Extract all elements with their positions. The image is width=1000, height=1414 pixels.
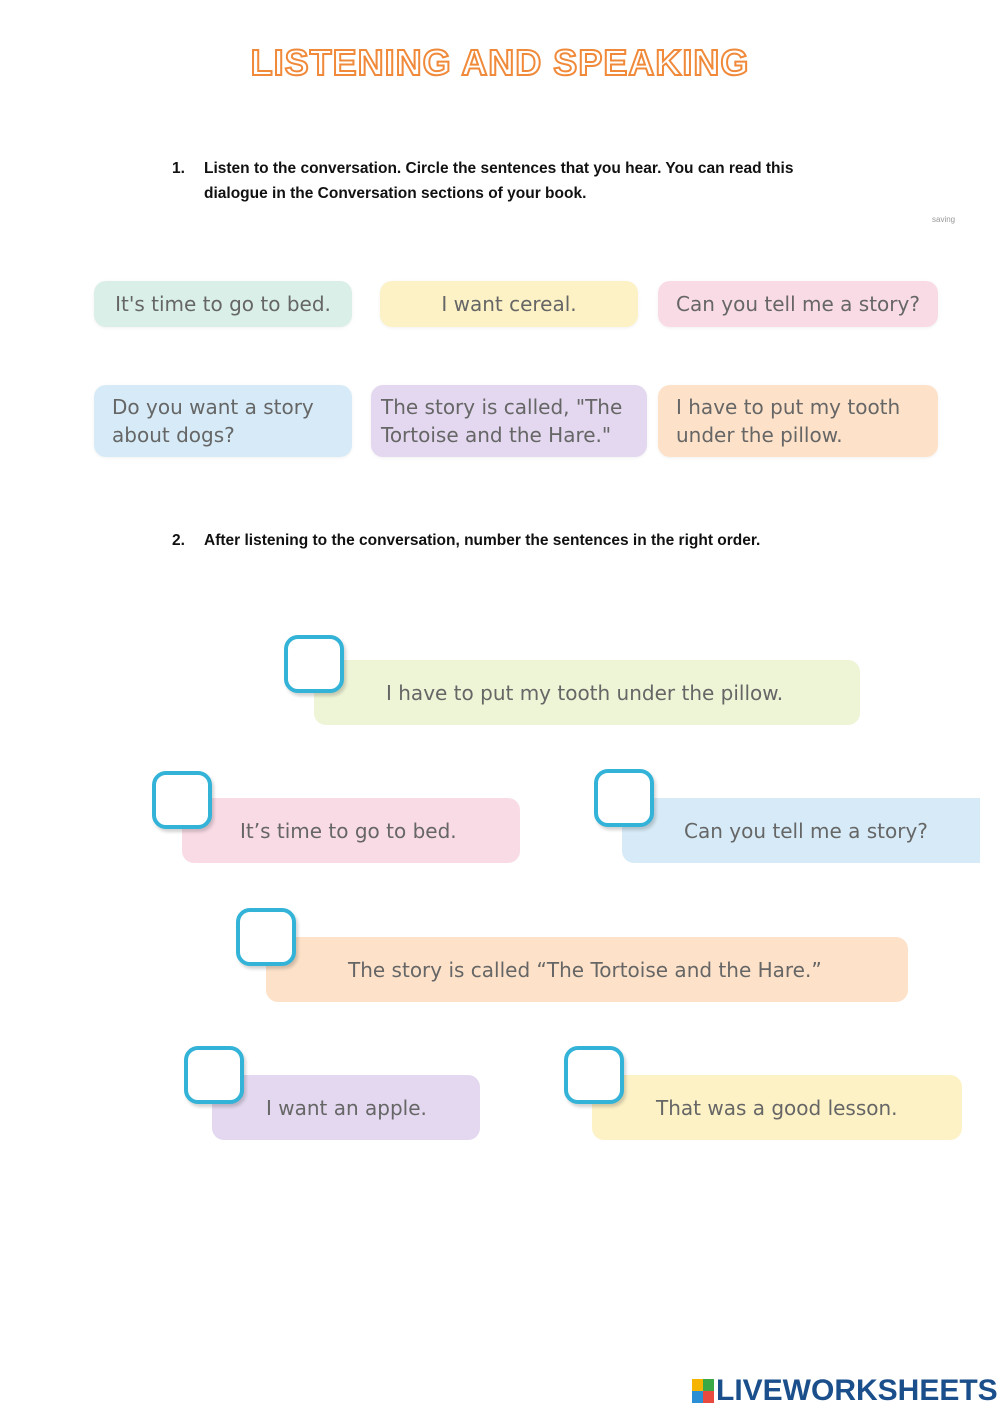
ex2-sentence-5-label: I want an apple. (266, 1095, 427, 1120)
ex2-sentence-6 (592, 1075, 962, 1140)
ex2-sentence-2-label: It’s time to go to bed. (240, 818, 457, 843)
ex2-number-box-5[interactable] (184, 1046, 244, 1104)
ex2-number-box-2[interactable] (152, 771, 212, 829)
ex2-number-box-1[interactable] (284, 635, 344, 693)
ex1-sentence-1-label: It's time to go to bed. (115, 292, 331, 316)
instruction-2-text: After listening to the conversation, number the sentences in the right order. (204, 532, 761, 549)
ex2-sentence-4 (266, 937, 908, 1002)
ex1-sentence-6-label: I have to put my tooth under the pillow. (676, 395, 901, 447)
ex2-sentence-1-label: I have to put my tooth under the pillow. (386, 680, 784, 705)
ex2-sentence-5 (212, 1075, 480, 1140)
instruction-1 (172, 156, 832, 206)
liveworksheets-logo (692, 1374, 998, 1408)
ex1-sentence-5[interactable] (371, 385, 647, 457)
ex2-number-box-3[interactable] (594, 769, 654, 827)
ex1-sentence-4[interactable] (94, 385, 352, 457)
ex2-number-box-4[interactable] (236, 908, 296, 966)
ex2-sentence-4-label: The story is called “The Tortoise and the Hare.” (348, 957, 822, 982)
ex1-sentence-3-label: Can you tell me a story? (676, 292, 920, 316)
instruction-1-number: 1. (172, 160, 185, 177)
ex1-sentence-1[interactable] (94, 281, 352, 327)
ex1-sentence-2[interactable] (380, 281, 638, 327)
ex1-sentence-4-label: Do you want a story about dogs? (112, 395, 314, 447)
ex1-sentence-3[interactable] (658, 281, 938, 327)
ex2-sentence-3 (622, 798, 980, 863)
instruction-2-number: 2. (172, 532, 185, 549)
ex1-sentence-5-label: The story is called, "The Tortoise and the Hare." (381, 395, 623, 447)
instruction-2 (172, 528, 832, 553)
ex1-sentence-6[interactable] (658, 385, 938, 457)
ex2-sentence-2 (182, 798, 520, 863)
ex2-sentence-3-label: Can you tell me a story? (684, 818, 928, 843)
instruction-1-text: Listen to the conversation. Circle the sentences that you hear. You can read this dialogue in the Conversation sections of your book. (204, 160, 794, 202)
small-mark: saving (932, 215, 956, 224)
ex1-sentence-2-label: I want cereal. (441, 292, 577, 316)
liveworksheets-logo-icon (692, 1379, 714, 1403)
liveworksheets-logo-text: LIVEWORKSHEETS (716, 1374, 998, 1407)
page-title: LISTENING AND SPEAKING (250, 42, 750, 83)
ex2-sentence-1 (314, 660, 860, 725)
ex2-sentence-6-label: That was a good lesson. (656, 1095, 898, 1120)
ex2-number-box-6[interactable] (564, 1046, 624, 1104)
